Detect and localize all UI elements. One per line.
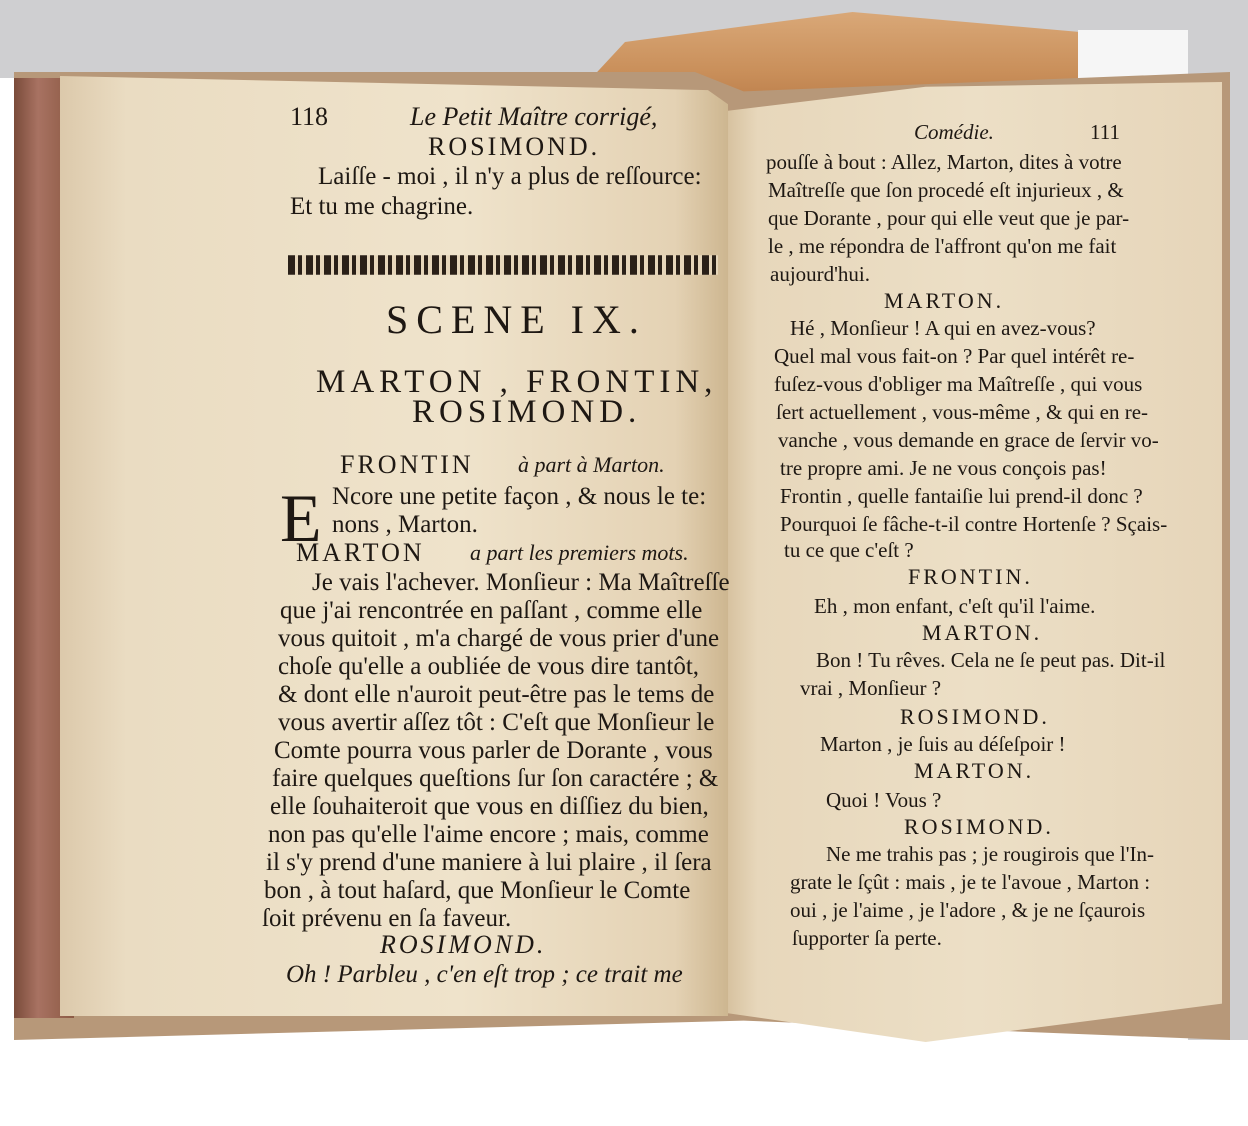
characters-heading: MARTON , FRONTIN, (316, 364, 718, 400)
dialogue-line: Pourquoi ſe fâche-t-il contre Hortenſe ? Sçais- (780, 512, 1168, 536)
speaker-rosimond: ROSIMOND. (380, 930, 547, 959)
dialogue-line: Maîtreſſe que ſon procedé eſt injurieux , & (768, 178, 1124, 202)
right-running-title: Comédie. (914, 120, 994, 144)
speaker-frontin: FRONTIN (340, 450, 474, 479)
stage-direction: a part les premiers mots. (470, 540, 689, 565)
dialogue-line: ſupporter ſa perte. (792, 926, 942, 950)
dialogue-line: vous quitoit , m'a chargé de vous prier d'une (278, 625, 720, 652)
dialogue-line: aujourd'hui. (770, 262, 871, 286)
dialogue-line: le , me répondra de l'affront qu'on me fait (768, 234, 1117, 258)
dialogue-line: Marton , je ſuis au déſeſpoir ! (820, 732, 1066, 756)
speaker-marton: MARTON (296, 538, 425, 567)
stage-direction: à part à Marton. (518, 452, 665, 477)
dialogue-line: vrai , Monſieur ? (800, 676, 942, 700)
speaker-marton: MARTON. (922, 620, 1043, 645)
left-page-number: 118 (290, 102, 329, 131)
dialogue-line: oui , je l'aime , je l'adore , & je ne ſçaurois (790, 898, 1146, 922)
dialogue-line: Oh ! Parbleu , c'en eſt trop ; ce trait me (286, 961, 683, 988)
dialogue-line: Frontin , quelle fantaiſie lui prend-il donc ? (780, 484, 1143, 508)
dialogue-line: choſe qu'elle a oubliée de vous dire tantôt, (278, 653, 700, 680)
dialogue-line: ſoit prévenu en ſa faveur. (262, 905, 512, 932)
dialogue-line: Comte pourra vous parler de Dorante , vous (274, 737, 713, 764)
scene-heading: SCENE IX. (386, 297, 647, 342)
drop-capital: E (280, 480, 322, 556)
speaker-marton: MARTON. (884, 288, 1005, 313)
dialogue-line: Laiſſe - moi , il n'y a plus de reſſource: (318, 163, 702, 190)
dialogue-line: & dont elle n'auroit peut-être pas le tems de (278, 681, 715, 708)
right-page-number: 111 (1090, 120, 1120, 144)
dialogue-line: Et tu me chagrine. (290, 193, 474, 220)
dialogue-line: Hé , Monſieur ! A qui en avez-vous? (790, 316, 1096, 340)
left-running-title: Le Petit Maître corrigé, (410, 102, 658, 131)
dialogue-line: vanche , vous demande en grace de ſervir vo- (778, 428, 1159, 452)
paper-tab (1078, 30, 1198, 78)
speaker-rosimond: ROSIMOND. (900, 704, 1050, 729)
dialogue-line: faire quelques queſtions ſur ſon caractére ; & (272, 765, 719, 792)
dialogue-line: bon , à tout haſard, que Monſieur le Comte (264, 877, 691, 904)
dialogue-line: que Dorante , pour qui elle veut que je par- (768, 206, 1130, 230)
speaker-frontin: FRONTIN. (908, 564, 1033, 589)
dialogue-line: que j'ai rencontrée en paſſant , comme elle (280, 597, 703, 624)
characters-heading: ROSIMOND. (412, 394, 642, 430)
dialogue-line: tu ce que c'eſt ? (784, 538, 914, 562)
dialogue-line: il s'y prend d'une maniere à lui plaire , il ſera (266, 849, 712, 876)
speaker-marton: MARTON. (914, 758, 1035, 783)
dialogue-line: Quel mal vous fait-on ? Par quel intérêt re- (774, 344, 1135, 368)
dialogue-line: elle ſouhaiteroit que vous en diſſiez du bien, (270, 793, 709, 820)
dialogue-line: grate le ſçût : mais , je te l'avoue , Marton : (790, 870, 1151, 894)
dialogue-line: Je vais l'achever. Monſieur : Ma Maîtreſſe (312, 569, 730, 596)
speaker-rosimond: ROSIMOND. (428, 132, 601, 161)
dialogue-line: pouſſe à bout : Allez, Marton, dites à votre (766, 150, 1122, 174)
dialogue-line: vous avertir aſſez tôt : C'eſt que Monſieur le (278, 709, 715, 736)
dialogue-line: non pas qu'elle l'aime encore ; mais, comme (268, 821, 709, 848)
dialogue-line: Ne me trahis pas ; je rougirois que l'In- (826, 842, 1155, 866)
dialogue-line: fuſez-vous d'obliger ma Maîtreſſe , qui vous (774, 372, 1143, 396)
dialogue-line: Eh , mon enfant, c'eſt qu'il l'aime. (814, 594, 1096, 618)
dialogue-line: Ncore une petite façon , & nous le te: (332, 483, 707, 510)
speaker-rosimond: ROSIMOND. (904, 814, 1054, 839)
dialogue-line: Quoi ! Vous ? (826, 788, 942, 812)
dialogue-line: Bon ! Tu rêves. Cela ne ſe peut pas. Dit-il (816, 648, 1166, 672)
dialogue-line: tre propre ami. Je ne vous conçois pas! (780, 456, 1107, 480)
dialogue-line: ſert actuellement , vous-même , & qui en re- (776, 400, 1149, 424)
dialogue-line: nons , Marton. (332, 511, 478, 538)
